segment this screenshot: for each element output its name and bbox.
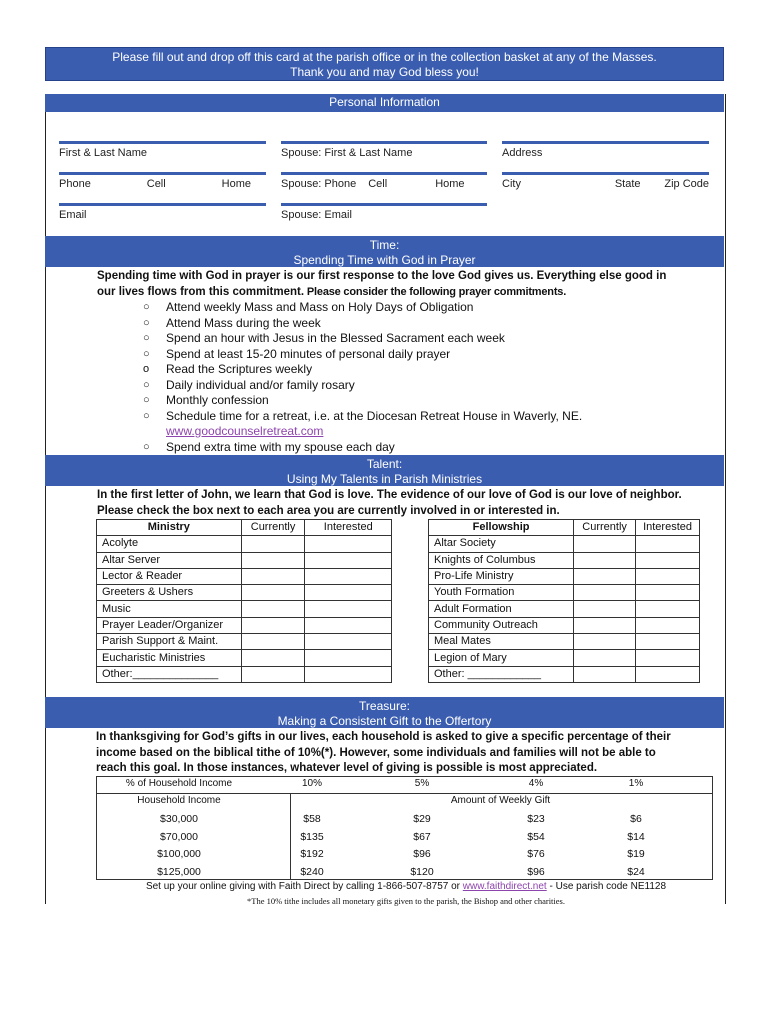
gift-amount-cell: $96 [527,865,545,878]
list-item-text: Spend extra time with my spouse each day [166,439,395,454]
currently-checkbox[interactable] [241,552,305,568]
gift-amount-cell: $96 [413,848,431,860]
gift-amount-cell: $19 [627,848,645,860]
talent-intro-line-1: In the first letter of John, we learn that God is love. The evidence of our love of God is our love of neighbor. [97,489,682,501]
time-title: Time: [369,238,400,252]
treasure-title: Treasure: [359,699,410,713]
field-label: Cell [146,178,166,190]
currently-checkbox[interactable] [241,666,305,682]
ministry-name: Altar Server [97,552,242,568]
fellowship-name: Legion of Mary [429,650,574,666]
interested-checkbox[interactable] [636,601,700,617]
gift-amount-cell: $120 [410,865,434,878]
field-label: City [502,178,521,190]
personal-info-header [45,94,724,112]
talent-intro [97,488,687,519]
currently-checkbox[interactable] [241,568,305,584]
gift-amount-cell: $24 [627,865,645,878]
gift-amount-cell: $240 [300,865,324,878]
fellowship-table [428,519,700,683]
table-row [97,617,392,633]
field-label: Cell [368,178,388,190]
ministry-name: Acolyte [97,536,242,552]
personal-info-title: Personal Information [329,95,440,109]
currently-checkbox[interactable] [241,585,305,601]
gift-amount-cell: $54 [527,830,545,843]
currently-checkbox[interactable] [574,568,636,584]
interested-checkbox[interactable] [305,617,392,633]
currently-checkbox[interactable] [574,536,636,552]
currently-checkbox[interactable] [574,617,636,633]
income-cell: $30,000 [160,813,198,825]
field-label: Phone [59,178,91,190]
pct-label: % of Household Income [125,778,233,789]
list-item-text: Daily individual and/or family rosary [166,377,355,392]
list-item [143,424,582,440]
gift-amount-cell: $76 [527,848,545,860]
tithe-note: *The 10% tithe includes all monetary gifts given to the parish, the Bishop and other charities. [247,896,565,906]
interested-checkbox[interactable] [636,666,700,682]
interested-checkbox[interactable] [636,585,700,601]
field-label: Zip Code [664,178,709,190]
ministry-table [96,519,392,683]
fellowship-name: Knights of Columbus [429,552,574,568]
talent-intro-line-2: Please check the box next to each area you are currently involved in or interested in. [97,504,560,517]
table-row [97,650,392,666]
table-row [429,666,700,682]
fellowship-name: Adult Formation [429,601,574,617]
time-intro-line-1: Spending time with God in prayer is our first response to the love God gives us. Everything else good in [97,270,667,282]
table-row [97,666,392,682]
interested-checkbox[interactable] [305,536,392,552]
currently-checkbox[interactable] [574,601,636,617]
gift-amount-cell: $135 [300,830,324,843]
interested-header: Interested [636,520,700,536]
amount-label: Amount of Weekly Gift [450,795,551,806]
field-label: Home [435,178,465,190]
fellowship-name: Other: ____________ [429,666,574,682]
currently-checkbox[interactable] [574,666,636,682]
retreat-link[interactable]: www.goodcounselretreat.com [166,424,324,438]
interested-checkbox[interactable] [305,634,392,650]
field-label: Address [502,147,543,159]
gift-amount-cell: $14 [627,830,645,843]
table-row [429,617,700,633]
treasure-header [45,697,724,728]
currently-checkbox[interactable] [241,601,305,617]
table-row [97,568,392,584]
interested-checkbox[interactable] [305,552,392,568]
currently-checkbox[interactable] [241,617,305,633]
ministry-name: Prayer Leader/Organizer [97,617,242,633]
time-intro [97,269,687,300]
talent-subtitle: Using My Talents in Parish Ministries [286,472,483,486]
gift-amount-cell: $192 [300,848,324,860]
table-row [97,585,392,601]
field-label: First & Last Name [59,147,148,159]
pct-header: 5% [414,778,430,789]
table-row [97,536,392,552]
list-item-text: Monthly confession [166,393,269,407]
ministry-name: Other:______________ [97,666,242,682]
table-row [429,568,700,584]
field-label: Spouse: Phone [281,178,357,190]
weekly-gift-table [96,776,713,880]
ministry-header: Ministry [97,520,242,536]
gift-amount-cell: $23 [527,813,545,825]
table-row [429,536,700,552]
field-label: State [614,178,641,190]
field-label: Home [221,178,251,190]
table-row [429,552,700,568]
table-row [97,634,392,650]
currently-checkbox[interactable] [241,634,305,650]
currently-checkbox[interactable] [241,650,305,666]
currently-checkbox[interactable] [574,552,636,568]
online-giving-note [96,881,716,892]
currently-header: Currently [241,520,305,536]
prayer-commitments-list [143,300,582,455]
list-item-text: Schedule time for a retreat, i.e. at the Diocesan Retreat House in Waverly, NE. [166,408,583,423]
field-label: Email [59,209,87,221]
time-intro-emphasis: Please consider the following prayer commitments. [304,285,567,298]
time-header [45,236,724,267]
currently-checkbox[interactable] [241,536,305,552]
parish-code-text: - Use parish code NE1128 [546,881,667,892]
income-cell: $125,000 [157,865,201,878]
list-item-text: Spend at least 15-20 minutes of personal daily prayer [166,346,451,361]
list-item: ○ Schedule time for a retreat, i.e. at the Diocesan Retreat House in Waverly, NE. [143,408,583,423]
list-item-text: Read the Scriptures weekly [166,362,313,376]
table-row [429,601,700,617]
field-label: Spouse: Email [281,209,352,221]
banner-line-1: Please fill out and drop off this card at the parish office or in the collection basket at any of the Masses. [112,50,657,64]
ministry-name: Eucharistic Ministries [97,650,242,666]
gift-amount-cell: $58 [303,813,321,825]
ministry-name: Greeters & Ushers [97,585,242,601]
interested-header: Interested [305,520,392,536]
currently-checkbox[interactable] [574,650,636,666]
gift-amount-cell: $67 [413,830,431,843]
treasure-intro-line-2: income based on the biblical tithe of 10%(*). However, some individuals and families will not be able to [96,746,656,759]
pct-header: 1% [628,778,644,789]
treasure-subtitle: Making a Consistent Gift to the Offertory [277,714,492,728]
list-item-text: Attend Mass during the week [166,315,321,330]
talent-header [45,455,724,486]
list-item: ○ Attend Mass during the week [143,315,321,330]
interested-checkbox[interactable] [636,568,700,584]
interested-checkbox[interactable] [636,634,700,650]
treasure-intro [96,730,706,777]
gift-amount-cell: $29 [413,813,431,825]
list-item: ○ Monthly confession [143,393,269,407]
currently-checkbox[interactable] [574,634,636,650]
time-subtitle: Spending Time with God in Prayer [293,253,476,267]
fellowship-header: Fellowship [429,520,574,536]
fellowship-name: Meal Mates [429,634,574,650]
table-row [97,552,392,568]
pct-header: 4% [528,778,544,789]
table-row [429,634,700,650]
pct-header: 10% [301,778,322,789]
talent-title: Talent: [366,457,403,471]
treasure-intro-line-1: In thanksgiving for God’s gifts in our lives, each household is asked to give a specific percentage of their [96,731,671,743]
field-label: Spouse: First & Last Name [281,147,413,159]
interested-checkbox[interactable] [636,650,700,666]
table-row [429,650,700,666]
banner-line-2: Thank you and may God bless you! [290,65,479,79]
fellowship-name: Community Outreach [429,617,574,633]
table-row [429,585,700,601]
interested-checkbox[interactable] [305,650,392,666]
fellowship-name: Pro-Life Ministry [429,568,574,584]
currently-header: Currently [574,520,636,536]
ministry-name: Music [97,601,242,617]
table-row [97,601,392,617]
income-cell: $100,000 [157,848,201,860]
instructions-banner [45,47,724,81]
fellowship-name: Youth Formation [429,585,574,601]
list-item-text: Attend weekly Mass and Mass on Holy Days of Obligation [166,300,474,314]
online-giving-text: Set up your online giving with Faith Direct by calling 1-866-507-8757 or [145,881,463,892]
faithdirect-link[interactable]: www.faithdirect.net [462,881,547,892]
list-item: o Read the Scriptures weekly [143,362,313,376]
interested-checkbox[interactable] [305,568,392,584]
list-item: ○ Spend an hour with Jesus in the Blessed Sacrament each week [143,331,505,345]
interested-checkbox[interactable] [636,552,700,568]
ministry-name: Parish Support & Maint. [97,634,242,650]
ministry-name: Lector & Reader [97,568,242,584]
gift-amount-cell: $6 [630,813,642,825]
income-label: Household Income [137,795,221,806]
list-item: ○ Spend extra time with my spouse each day [143,439,395,454]
interested-checkbox[interactable] [305,585,392,601]
treasure-intro-line-3: reach this goal. In those instances, whatever level of giving is possible is most appreciated. [96,762,598,774]
list-item-text: Spend an hour with Jesus in the Blessed Sacrament each week [166,331,505,345]
income-cell: $70,000 [160,830,198,843]
interested-checkbox[interactable] [636,617,700,633]
fellowship-name: Altar Society [429,536,574,552]
interested-checkbox[interactable] [305,666,392,682]
interested-checkbox[interactable] [636,536,700,552]
list-item: ○ Daily individual and/or family rosary [143,377,355,392]
interested-checkbox[interactable] [305,601,392,617]
currently-checkbox[interactable] [574,585,636,601]
list-item: ○ Attend weekly Mass and Mass on Holy Days of Obligation [143,300,474,314]
time-intro-line-2: our lives flows from this commitment. [97,285,305,298]
list-item: ○ Spend at least 15-20 minutes of personal daily prayer [143,346,451,361]
